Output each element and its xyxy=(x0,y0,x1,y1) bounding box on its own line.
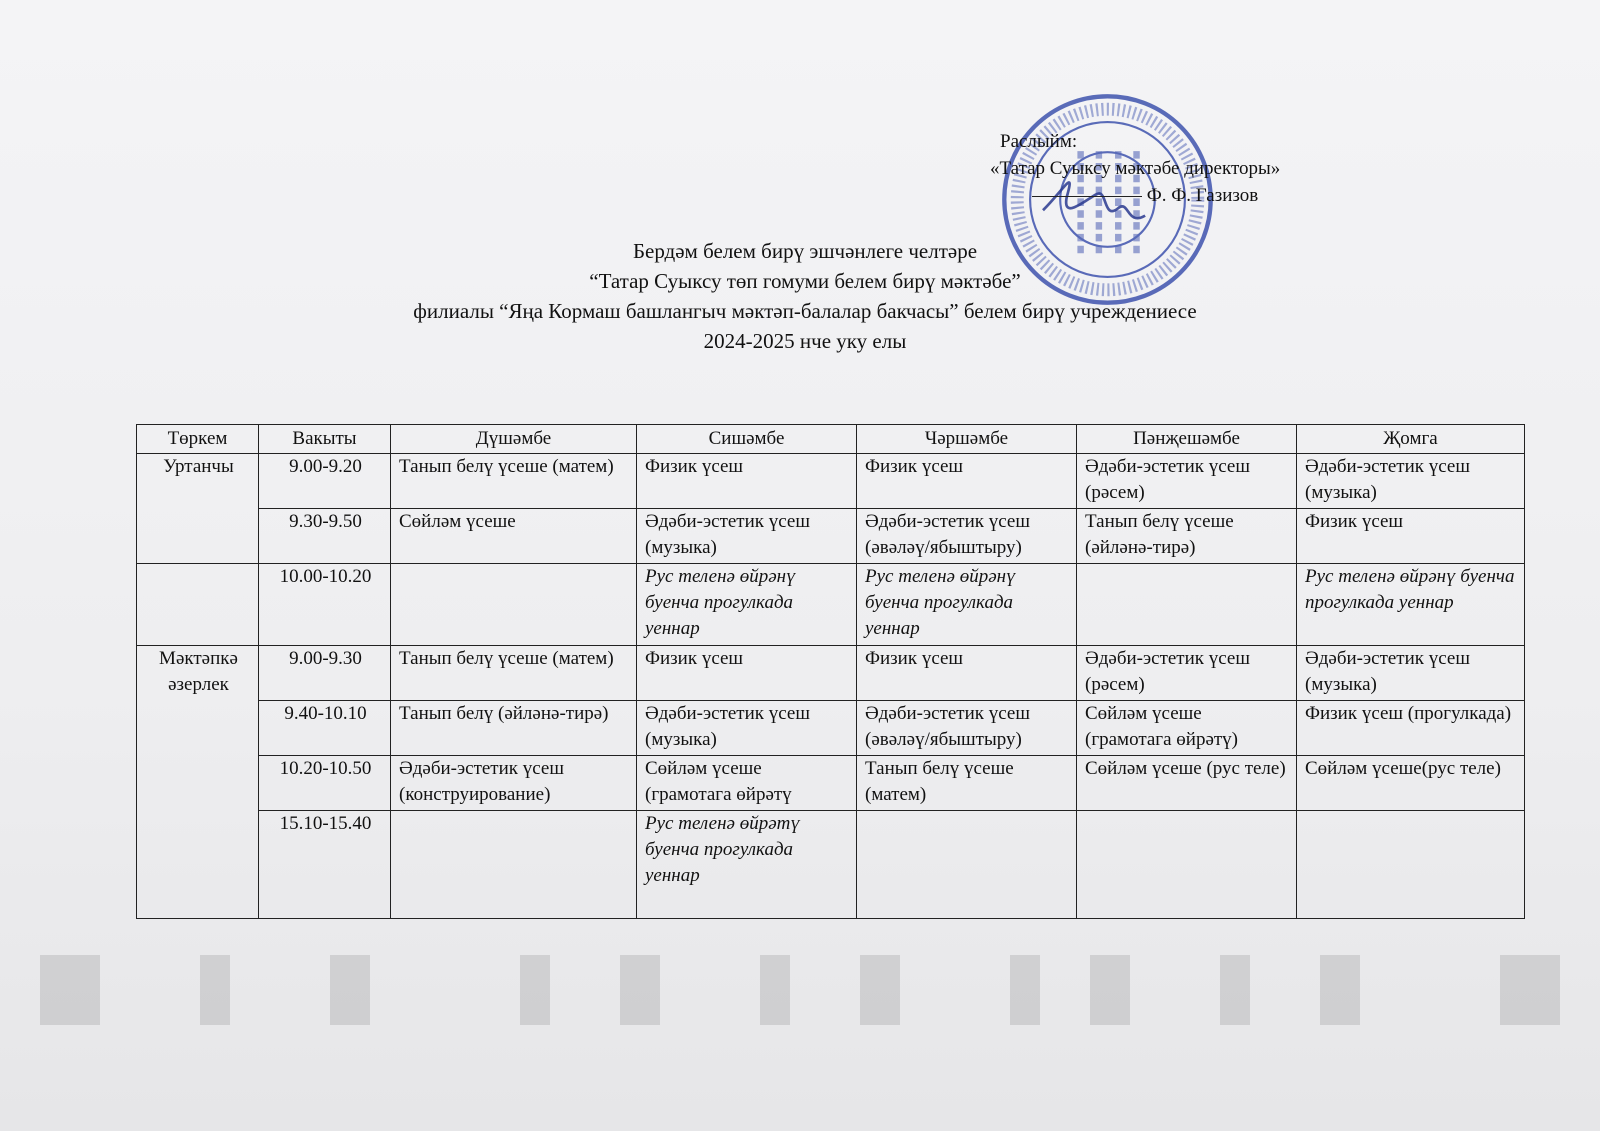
approval-block xyxy=(990,128,1350,209)
time-cell: 15.10-15.40 xyxy=(259,811,391,919)
header-thursday: Пәнҗешәмбе xyxy=(1077,425,1297,454)
schedule-cell: Сөйләм үсеше(рус теле) xyxy=(1297,756,1525,811)
schedule-cell: Әдәби-эстетик үсеш (әвәләү/ябыштыру) xyxy=(857,509,1077,564)
header-monday: Дүшәмбе xyxy=(391,425,637,454)
schedule-cell: Әдәби-эстетик үсеш (конструирование) xyxy=(391,756,637,811)
approval-signature-line xyxy=(1032,182,1350,209)
title-line-2: “Татар Суыксу төп гомуми белем бирү мәктәбе” xyxy=(589,269,1021,293)
schedule-cell: Физик үсеш xyxy=(637,454,857,509)
group-cell: Мәктәпкә әзерлек xyxy=(137,646,259,919)
schedule-cell xyxy=(1077,811,1297,919)
schedule-cell: Рус теленә өйрәнү буенча прогулкада уеннар xyxy=(1297,564,1525,646)
schedule-cell: Рус теленә өйрәтү буенча прогулкада уеннар xyxy=(637,811,857,919)
time-cell: 10.20-10.50 xyxy=(259,756,391,811)
schedule-cell: Физик үсеш xyxy=(1297,509,1525,564)
schedule-cell xyxy=(1297,811,1525,919)
schedule-cell xyxy=(857,811,1077,919)
header-row xyxy=(137,425,1525,454)
schedule-cell: Танып белү үсеше (матем) xyxy=(391,646,637,701)
title-line-1: Бердәм белем бирү эшчәнлеге челтәре xyxy=(632,239,978,263)
header-friday: Җомга xyxy=(1297,425,1525,454)
director-name: Ф. Ф. Газизов xyxy=(1146,185,1259,206)
header-wednesday: Чәршәмбе xyxy=(857,425,1077,454)
schedule-cell: Әдәби-эстетик үсеш (рәсем) xyxy=(1077,454,1297,509)
header-time: Вакыты xyxy=(259,425,391,454)
schedule-cell: Танып белү үсеше (матем) xyxy=(857,756,1077,811)
table-row xyxy=(137,454,1525,509)
time-cell: 9.00-9.30 xyxy=(259,646,391,701)
document-title xyxy=(230,236,1380,356)
group-cell-empty xyxy=(137,564,259,646)
header-tuesday: Сишәмбе xyxy=(637,425,857,454)
schedule-cell: Әдәби-эстетик үсеш (музыка) xyxy=(1297,454,1525,509)
schedule-cell: Әдәби-эстетик үсеш (музыка) xyxy=(1297,646,1525,701)
schedule-cell: Сөйләм үсеше xyxy=(391,509,637,564)
table-row xyxy=(137,701,1525,756)
title-line-4: 2024-2025 нче уку елы xyxy=(703,329,907,353)
time-cell: 10.00-10.20 xyxy=(259,564,391,646)
title-line-3: филиалы “Яңа Кормаш башлангыч мәктәп-балалар бакчасы” белем бирү учреждениесе xyxy=(413,299,1197,323)
schedule-cell: Сөйләм үсеше (грамотага өйрәтү) xyxy=(1077,701,1297,756)
schedule-cell: Рус теленә өйрәнү буенча прогулкада уеннар xyxy=(637,564,857,646)
schedule-cell: Танып белү үсеше (матем) xyxy=(391,454,637,509)
schedule-cell: Танып белү (әйләнә-тирә) xyxy=(391,701,637,756)
table-row xyxy=(137,564,1525,646)
schedule-cell xyxy=(391,811,637,919)
time-cell: 9.40-10.10 xyxy=(259,701,391,756)
group-cell: Уртанчы xyxy=(137,454,259,564)
schedule-cell: Сөйләм үсеше (грамотага өйрәтү xyxy=(637,756,857,811)
schedule-cell: Әдәби-эстетик үсеш (музыка) xyxy=(637,509,857,564)
approval-position: «Татар Суыксу мәктәбе директоры» xyxy=(990,158,1281,179)
approval-heading: Раслыйм: xyxy=(1000,131,1078,152)
table-row xyxy=(137,811,1525,919)
schedule-cell: Танып белү үсеше (әйләнә-тирә) xyxy=(1077,509,1297,564)
schedule-cell: Рус теленә өйрәнү буенча прогулкада уеннар xyxy=(857,564,1077,646)
schedule-cell xyxy=(1077,564,1297,646)
schedule-table xyxy=(136,424,1525,919)
time-cell: 9.00-9.20 xyxy=(259,454,391,509)
schedule-cell: Физик үсеш xyxy=(637,646,857,701)
schedule-cell: Әдәби-эстетик үсеш (әвәләү/ябыштыру) xyxy=(857,701,1077,756)
header-group: Төркем xyxy=(137,425,259,454)
table-row xyxy=(137,756,1525,811)
schedule-cell: Физик үсеш xyxy=(857,646,1077,701)
table-row xyxy=(137,509,1525,564)
schedule-cell: Физик үсеш xyxy=(857,454,1077,509)
schedule-cell: Физик үсеш (прогулкада) xyxy=(1297,701,1525,756)
schedule-cell: Сөйләм үсеше (рус теле) xyxy=(1077,756,1297,811)
table-row xyxy=(137,646,1525,701)
time-cell: 9.30-9.50 xyxy=(259,509,391,564)
schedule-cell xyxy=(391,564,637,646)
signature-line xyxy=(1032,196,1142,197)
schedule-cell: Әдәби-эстетик үсеш (рәсем) xyxy=(1077,646,1297,701)
bleed-through-marks xyxy=(0,945,1600,1040)
schedule-cell: Әдәби-эстетик үсеш (музыка) xyxy=(637,701,857,756)
